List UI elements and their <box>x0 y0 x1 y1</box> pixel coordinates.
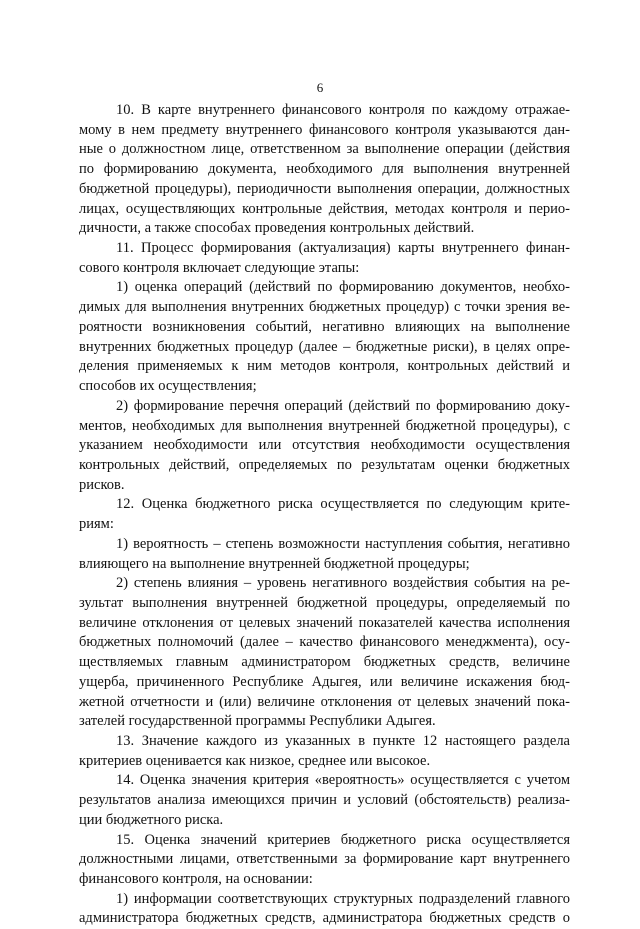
paragraph-14-line: ции бюджетного риска. <box>79 811 224 828</box>
list-item-11-1-line: деления применяемых к ним методов контроля, контрольных действий и <box>79 358 570 375</box>
list-item-12-2-line: зателей государственной программы Республики Адыгея. <box>79 713 436 730</box>
list-item-11-2-line: рисков. <box>79 476 125 493</box>
list-item-12-2-line: зультат выполнения внутренней бюджетной процедуры, определяемый по <box>79 594 570 611</box>
paragraph-10-line: лицах, осуществляющих контрольные действия, методах контроля и перио- <box>79 200 570 217</box>
paragraph-10-line: мому в нем предмету внутреннего финансового контроля указываются дан- <box>79 121 570 138</box>
paragraph-11-line: 11. Процесс формирования (актуализация) карты внутреннего финан- <box>116 240 570 257</box>
list-item-12-2-line: ущерба, причиненного Республике Адыгея, или величине искажения бюд- <box>79 673 570 690</box>
document-body <box>79 101 570 929</box>
paragraph-14-line: результатов анализа имеющихся причин и условий (обстоятельств) реализа- <box>79 792 570 809</box>
paragraph-10-line: ные о должностном лице, ответственном за выполнение операции (действия <box>79 141 570 158</box>
paragraph-10-line: 10. В карте внутреннего финансового контроля по каждому отражае- <box>116 102 570 118</box>
list-item-12-1-line: 1) вероятность – степень возможности наступления события, негативно <box>116 535 570 552</box>
paragraph-10-line: бюджетной процедуры), периодичности выполнения операции, должностных <box>79 180 570 197</box>
paragraph-11-line: сового контроля включает следующие этапы: <box>79 259 360 276</box>
list-item-11-1-line: внутренних бюджетных процедур (далее – бюджетные риски), в целях опре- <box>79 338 570 355</box>
list-item-12-2-line: 2) степень влияния – уровень негативного воздействия события на ре- <box>116 575 570 592</box>
list-item-12-1-line: влияющего на выполнение внутренней бюджетной процедуры; <box>79 555 470 572</box>
paragraph-13-line: критериев оценивается как низкое, среднее или высокое. <box>79 752 431 769</box>
list-item-11-2-line: ментов, необходимых для выполнения внутренней бюджетной процедуры), с <box>79 417 570 434</box>
paragraph-10-line: по формированию документа, необходимого для выполнения внутренней <box>79 161 570 178</box>
paragraph-13-line: 13. Значение каждого из указанных в пункте 12 настоящего раздела <box>116 733 570 749</box>
list-item-11-1-line: димых для выполнения внутренних бюджетных процедур) с точки зрения ве- <box>79 299 570 316</box>
list-item-15-1-line: 1) информации соответствующих структурных подразделений главного <box>116 890 570 907</box>
list-item-12-2-line: жетной отчетности и (или) величине отклонения от целевых значений пока- <box>79 693 570 710</box>
paragraph-12-line: риям: <box>79 516 114 533</box>
list-item-11-2-line: 2) формирование перечня операций (действий по формированию доку- <box>116 397 570 414</box>
paragraph-14-line: 14. Оценка значения критерия «вероятность» осуществляется с учетом <box>116 772 570 789</box>
list-item-12-2-line: ществляемых главным администратором бюджетных средств, величине <box>79 654 570 671</box>
paragraph-15-line: финансового контроля, на основании: <box>79 871 313 888</box>
list-item-11-2-line: указанием необходимости или отсутствия необходимости осуществления <box>79 437 570 454</box>
list-item-15-1-line: администратора бюджетных средств, администратора бюджетных средств о <box>79 910 570 927</box>
list-item-11-2-line: контрольных действий, определяемых по результатам оценки бюджетных <box>79 456 570 473</box>
list-item-12-2-line: бюджетных полномочий (далее – качество финансового менеджмента), осу- <box>79 634 570 651</box>
list-item-11-1-line: роятности возникновения событий, негативно влияющих на выполнение <box>79 318 570 335</box>
paragraph-15-line: 15. Оценка значений критериев бюджетного риска осуществляется <box>116 831 570 848</box>
paragraph-10-line: дичности, а также способах проведения контрольных действий. <box>79 220 475 237</box>
paragraph-15-line: должностными лицами, ответственными за формирование карт внутреннего <box>79 851 570 868</box>
list-item-11-1-line: 1) оценка операций (действий по формированию документов, необхо- <box>116 279 570 296</box>
list-item-12-2-line: величине отклонения от целевых значений показателей качества исполнения <box>79 614 570 631</box>
list-item-11-1-line: способов их осуществления; <box>79 378 257 395</box>
page-number: 6 <box>316 80 324 95</box>
paragraph-12-line: 12. Оценка бюджетного риска осуществляется по следующим крите- <box>116 496 570 513</box>
